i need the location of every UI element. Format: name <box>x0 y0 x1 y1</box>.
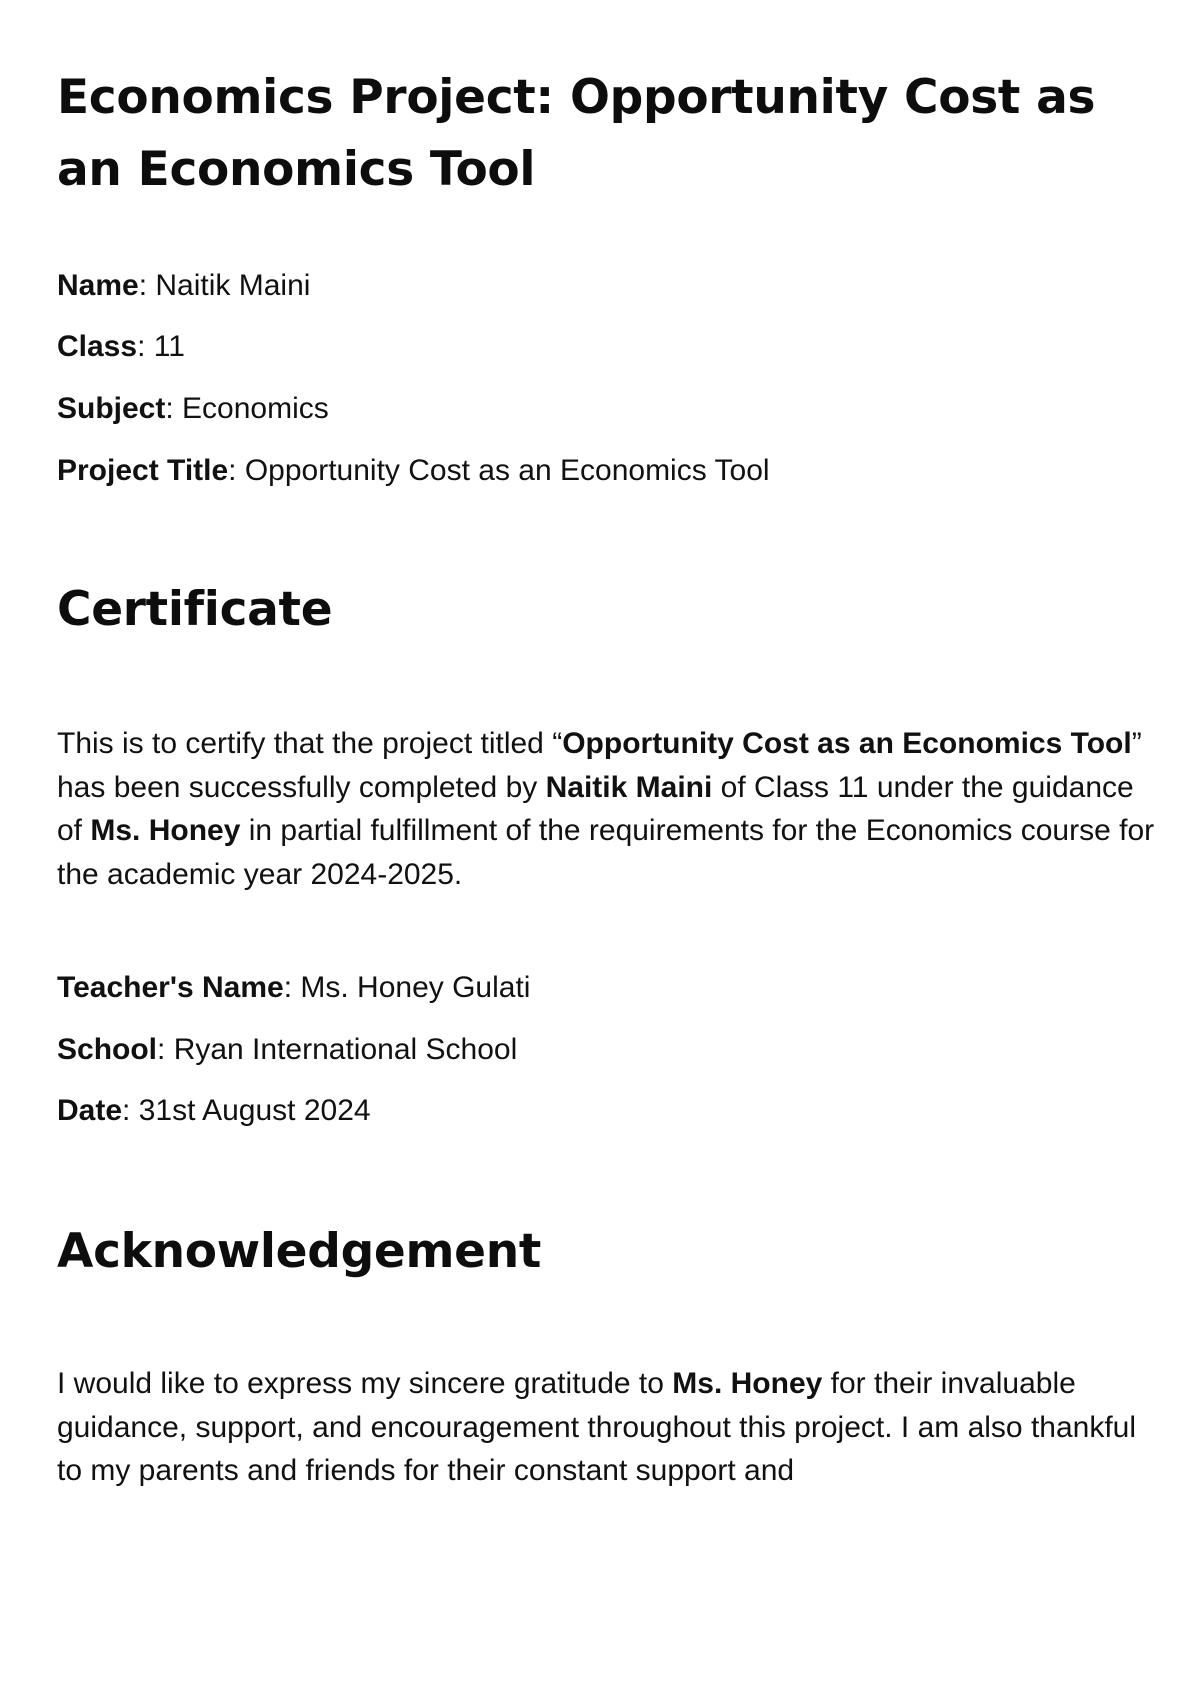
field-value: 31st August 2024 <box>138 1094 371 1127</box>
document-title: Economics Project: Opportunity Cost as an Economics Tool <box>57 70 1096 197</box>
field-school: School: Ryan International School <box>57 1033 518 1066</box>
field-label: Project Title <box>57 454 229 487</box>
field-label: Class <box>57 330 138 363</box>
field-date: Date: 31st August 2024 <box>57 1094 371 1127</box>
certificate-heading: Certificate <box>57 582 333 637</box>
field-teacher-name: Teacher's Name: Ms. Honey Gulati <box>57 971 531 1004</box>
teacher-name-emphasis: Ms. Honey <box>672 1367 823 1400</box>
acknowledgement-paragraph: I would like to express my sincere gratitude to Ms. Honey for their invaluable guidance, support, and encouragement throughout this project. I am also thankful to my parents and friends for their constant support and <box>57 1367 1137 1487</box>
field-project-title: Project Title: Opportunity Cost as an Economics Tool <box>57 454 770 487</box>
field-class: Class: 11 <box>57 330 185 363</box>
field-value: Economics <box>182 392 329 425</box>
field-value: 11 <box>153 330 185 363</box>
project-title-emphasis: Opportunity Cost as an Economics Tool <box>562 727 1132 760</box>
field-name: Name: Naitik Maini <box>57 269 311 302</box>
field-label: Subject <box>57 392 166 425</box>
acknowledgement-heading: Acknowledgement <box>57 1224 542 1279</box>
field-value: Opportunity Cost as an Economics Tool <box>244 454 770 487</box>
field-label: Date <box>57 1094 123 1127</box>
field-label: Teacher's Name <box>57 971 284 1004</box>
student-name-emphasis: Naitik Maini <box>545 770 713 804</box>
field-subject: Subject: Economics <box>57 392 329 425</box>
field-value: Ms. Honey Gulati <box>300 971 531 1004</box>
certificate-paragraph: This is to certify that the project titled “Opportunity Cost as an Economics Tool” has been successfully completed by Naitik Maini of Class 11 under the guidance of Ms. Honey in partial fulfillment of the requirements for the Economics course for the academic year 2024-2025. <box>57 727 1155 891</box>
field-value: Ryan International School <box>173 1033 518 1066</box>
field-value: Naitik Maini <box>155 269 311 302</box>
teacher-name-emphasis: Ms. Honey <box>90 814 241 847</box>
field-label: Name <box>57 269 139 302</box>
field-label: School <box>57 1033 158 1066</box>
